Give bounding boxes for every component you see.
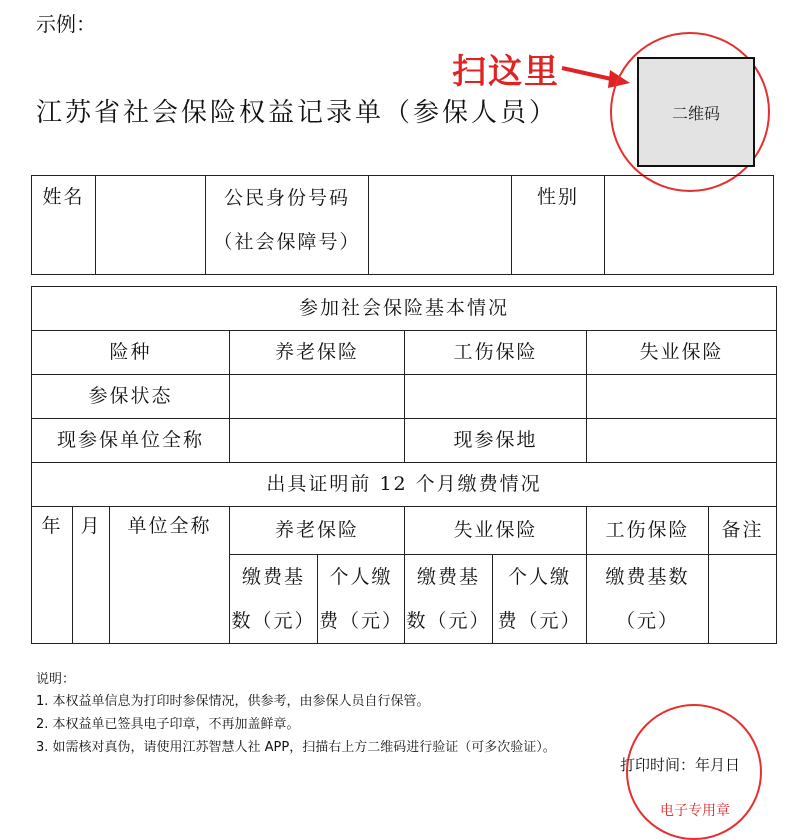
pension-base-header: 缴费基 数（元） [230, 555, 318, 644]
injury-header: 工伤保险 [405, 331, 587, 375]
pension-header: 养老保险 [230, 331, 405, 375]
gender-value [605, 176, 774, 275]
payment-injury-header: 工伤保险 [587, 507, 709, 555]
location-label: 现参保地 [405, 419, 587, 463]
note-item-2: 2. 本权益单已签具电子印章，不再加盖鲜章。 [36, 717, 300, 732]
payment-pension-header: 养老保险 [230, 507, 405, 555]
qr-code-label: 二维码 [671, 103, 720, 123]
remarks-value [709, 555, 777, 644]
example-label: 示例： [36, 12, 96, 36]
note-item-1: 1. 本权益单信息为打印时参保情况，供参考，由参保人员自行保管。 [36, 694, 430, 709]
gender-label: 性别 [512, 176, 605, 275]
scan-here-annotation: 扫这里 [452, 52, 560, 92]
document-title: 江苏省社会保险权益记录单（参保人员） [36, 98, 559, 128]
unemployment-personal-header: 个人缴 费（元） [493, 555, 587, 644]
month-header: 月 [73, 507, 110, 644]
unemployment-status-value [587, 375, 777, 419]
seal-text: 电子专用章 [660, 803, 730, 819]
injury-status-value [405, 375, 587, 419]
injury-base-header: 缴费基数 （元） [587, 555, 709, 644]
pension-status-value [230, 375, 405, 419]
insurance-table [31, 286, 777, 644]
payment-section-title: 出具证明前 12 个月缴费情况 [32, 463, 777, 507]
insurance-type-header: 险种 [32, 331, 230, 375]
name-value [96, 176, 206, 275]
status-label: 参保状态 [32, 375, 230, 419]
id-number-value [369, 176, 512, 275]
qr-code-placeholder[interactable] [637, 57, 755, 167]
payment-unemployment-header: 失业保险 [405, 507, 587, 555]
basic-section-title: 参加社会保险基本情况 [32, 287, 777, 331]
id-number-label: 公民身份号码 （社会保障号） [206, 176, 369, 275]
pension-personal-header: 个人缴 费（元） [318, 555, 405, 644]
notes-title: 说明： [36, 672, 76, 687]
unemployment-base-header: 缴费基 数（元） [405, 555, 493, 644]
print-time: 打印时间：年月日 [620, 756, 741, 774]
personal-info-table [31, 175, 774, 275]
employer-value [230, 419, 405, 463]
remarks-header: 备注 [709, 507, 777, 555]
note-item-3: 3. 如需核对真伪，请使用江苏智慧人社 APP，扫描右上方二维码进行验证（可多次验证）。 [36, 740, 556, 755]
employer-label: 现参保单位全称 [32, 419, 230, 463]
employer-name-header: 单位全称 [110, 507, 230, 644]
year-header: 年 [32, 507, 73, 644]
location-value [587, 419, 777, 463]
name-label: 姓名 [32, 176, 96, 275]
unemployment-header: 失业保险 [587, 331, 777, 375]
